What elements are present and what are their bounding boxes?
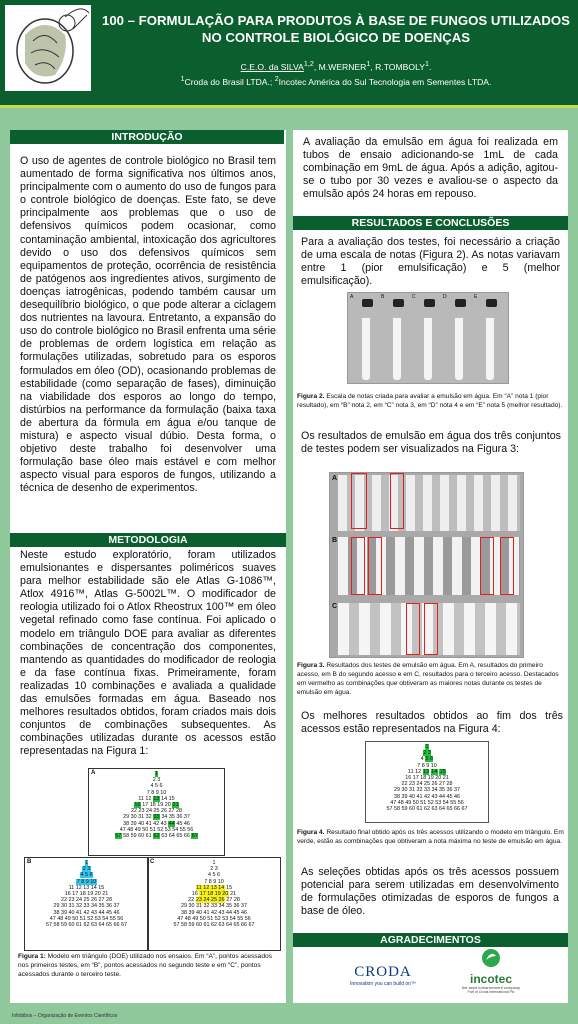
figure2-photo xyxy=(347,292,509,384)
affiliation-2: Incotec América do Sul Tecnologia em Sementes LTDA. xyxy=(278,76,492,87)
triangle-numbers: 1 2 3 4 5 6 7 8 9 10 11 12 13 14 15 16 17 18 19 20 21 22 23 24 25 26 27 28 29 30 31 32 33 34 35 36 37 38 39 40 41 42 43 44 45 46 47 48 49 50 51 52 53 54 55 56 57 58 59 60 61 62 63 64 65 66 67 xyxy=(386,744,468,813)
croda-wordmark: CRODA xyxy=(354,964,412,980)
tube-cap xyxy=(362,299,373,307)
affiliation-line xyxy=(98,73,574,88)
poster-header xyxy=(0,0,578,108)
fig3-caption-label: Figura 3. xyxy=(297,662,325,669)
footer-credit: Infobibos – Organização de Eventos Científicos xyxy=(12,1013,118,1019)
authors-block xyxy=(98,58,574,88)
highlight-box xyxy=(500,537,514,595)
author-sup: 1,2 xyxy=(303,60,314,68)
fig2-letter-c: C xyxy=(412,294,416,300)
highlight-box xyxy=(368,537,382,595)
fig4-caption-text: Resultado final obtido após os três acessos utilizando o modelo em triângulo. Em verde, estão as combinações que obtiveram a nota máxima no teste de emulsão em água. xyxy=(297,829,564,845)
fig2-caption-text: Escala de notas criada para avaliar a emulsão em água. Em “A” nota 1 (pior resultado), em “B” nota 2, em “C” nota 3, em “D” nota 4 e em “E” nota 5 (melhor resultado). xyxy=(297,393,563,409)
tube xyxy=(485,317,495,381)
intro-heading: INTRODUÇÃO xyxy=(10,130,284,144)
left-column xyxy=(10,130,286,1003)
fig2-caption-label: Figura 2. xyxy=(297,393,325,400)
fungus-illustration-icon xyxy=(5,5,91,91)
fig2-letter-e: E xyxy=(474,294,478,300)
fig1-label-a: A xyxy=(91,770,96,776)
highlight-box xyxy=(480,537,494,595)
figure4-caption xyxy=(297,828,564,846)
author-sup: 1 xyxy=(424,60,429,68)
fig3-label-a: A xyxy=(332,475,338,482)
fig3-label-b: B xyxy=(332,537,338,544)
fig1-caption-text: Modelo em triângulo (DOE) utilizado nos ensaios. Em “A”, pontos acessados nos primeiros testes, em “B”, pontos acessados no segundo teste e em “C”, pontos acessados durante o terceiro teste. xyxy=(18,953,272,978)
fig3-label-c: C xyxy=(332,603,338,610)
author-name: , M.WERNER xyxy=(313,61,367,72)
highlight-box xyxy=(424,603,438,655)
tube-cap xyxy=(486,299,497,307)
resultados-heading: RESULTADOS E CONCLUSÕES xyxy=(293,216,568,230)
croda-tagline: Innovation you can build on™ xyxy=(350,981,416,987)
figure4-triangle xyxy=(365,741,489,823)
incotec-leaf-icon xyxy=(481,948,501,968)
author-end: . xyxy=(428,61,432,72)
author-name: , R.TOMBOLY xyxy=(370,61,425,72)
figure1-triangle-a xyxy=(88,768,225,856)
figure2-caption xyxy=(297,392,564,410)
tube xyxy=(423,317,433,381)
resultados-p1: Para a avaliação dos testes, foi necessário a criação de uma escala de notas (Figura 2). As notas variavam entre 1 (pior emulsificação) e 5 (melhor emulsificação). xyxy=(301,236,560,288)
agradecimentos-heading: AGRADECIMENTOS xyxy=(293,933,568,947)
title-line-2: NO CONTROLE BIOLÓGICO DE DOENÇAS xyxy=(201,30,471,45)
highlight-box xyxy=(351,537,365,595)
aff-sup: 1 xyxy=(180,74,185,83)
poster-title xyxy=(98,12,574,46)
fig1-label-b: B xyxy=(27,859,32,865)
fig1-label-c: C xyxy=(150,859,155,865)
fig2-letter-a: A xyxy=(350,294,354,300)
incotec-wordmark: incotec xyxy=(469,972,512,986)
author-sup: 1 xyxy=(366,60,371,68)
figure1-caption xyxy=(18,952,282,979)
triangle-numbers: 1 2 3 4 5 6 7 8 9 10 11 12 13 14 15 16 17 18 19 20 21 22 23 24 25 26 27 28 29 30 31 32 33 34 35 36 37 38 39 40 41 42 43 44 45 46 47 48 49 50 51 52 53 54 55 56 57 58 59 60 61 62 63 64 65 66 67 xyxy=(173,860,255,929)
highlight-box xyxy=(351,473,367,529)
incotec-subtagline: Part of Croda International Plc xyxy=(467,990,515,994)
highlight-box xyxy=(406,603,420,655)
fig3-caption-text: Resultados dos testes de emulsão em água. Em A, resultados do primeiro acesso, em B do segundo acesso e em C, resultados para o terceiro acesso. Destacados em vermelho as combinações que obtiveram as maiores notas durante os testes de emulsão em água. xyxy=(297,662,559,696)
incotec-tagline: the seed enhancement company xyxy=(461,985,521,990)
incotec-logo xyxy=(451,948,531,994)
figure1-triangle-b xyxy=(24,857,149,951)
aff-sup: 2 xyxy=(274,74,279,83)
intro-text: O uso de agentes de controle biológico no Brasil tem aumentado de forma significativa nos últimos anos, principalmente com o aumento do uso de fungos para o controle biológico de doenças. Este fato, se deve principalmente aos problemas que o uso de defensivos químicos podem ocasionar, como contaminação ambiental, intoxicação dos agricultores devido o uso dos defensivos químicos sem equipamentos de proteção, ocorrência de resistência de patógenos aos ingredientes ativos, surgimento de doenças iatrogênicas, podendo também causar um desequilíbrio biológico, o que pode alterar a ciclagem dos nutrientes na lavoura. Entretanto, a expansão do uso do controle biológico no Brasil enfrenta uma série de problemas de ordem logística em relação as formulações utilizadas, sobretudo para os esporos formulados em óleo (OD), ocasionando problemas de estabilidade (como separação de fases), diminuição na viabilidade dos esporos ao longo do tempo, distúrbios na performance da formulação (baixa taxa de abertura da fórmula em água e/ou tanque de mistura) e aspecto visual dúbio. Desta forma, o objetivo deste trabalho foi desenvolver uma formulação base óleo mais estável e com melhor aspecto visual para esporos de fungos, utilizando a técnica de desenho de experimentos. xyxy=(20,155,276,495)
tube xyxy=(361,317,371,381)
highlight-box xyxy=(390,473,404,529)
emulsion-method-text: A avaliação da emulsão em água foi realizada em tubos de ensaio adicionando-se 1mL de cada combinação em 9mL de água. Após a adição, agitou-se o tubo por 30 vezes e avaliou-se o aspecto da emulsão após 24 horas em repouso. xyxy=(303,136,558,201)
tube-cap xyxy=(393,299,404,307)
metodologia-text: Neste estudo exploratório, foram utilizados emulsionantes e dispersantes poliméricos suaves para melhor estabilidade são ele Atlas G-1086™, Atlox 4916™, Atlas G-5002L™. O modificador de reologia utilizado foi o Atlox Rheostrux 100™ em óleo vegetal refinado como fase contínua. Foi aplicado o modelo em triângulo DOE para avaliar as diferentes combinações de concentração dos componentes, mantendo as quantidades do modificador de reologia e da fase contínua fixas. Primeiramente, foram realizadas 10 combinações e avaliada a qualidade das emulsões formadas em água. Baseado nos melhores resultados obtidos, foram criados mais dois conjuntos de combinações subsequentes. As combinações utilizadas durante os acessos estão representadas na Figura 1: xyxy=(20,549,276,758)
metodologia-heading: METODOLOGIA xyxy=(10,533,286,547)
fig2-letter-d: D xyxy=(443,294,447,300)
fig2-letter-b: B xyxy=(381,294,385,300)
title-line-1: 100 – FORMULAÇÃO PARA PRODUTOS À BASE DE FUNGOS UTILIZADOS xyxy=(102,13,570,28)
right-column xyxy=(293,130,568,1003)
resultados-p2: Os resultados de emulsão em água dos três conjuntos de testes podem ser visualizados na Figura 3: xyxy=(301,430,561,456)
event-logo xyxy=(2,2,94,94)
author-presenter: C.E.O. da SILVA xyxy=(240,61,304,72)
affiliation-1: Croda do Brasil LTDA.; xyxy=(184,76,275,87)
fig1-caption-label: Figura 1: xyxy=(18,953,46,960)
resultados-p3: Os melhores resultados obtidos ao fim dos três acessos estão representados na Figura 4: xyxy=(301,710,563,736)
figure1-triangle-c xyxy=(147,857,281,951)
tube xyxy=(392,317,402,381)
croda-logo xyxy=(343,964,423,987)
author-line xyxy=(98,58,574,73)
tube xyxy=(454,317,464,381)
tube-cap xyxy=(424,299,435,307)
triangle-numbers: 1 2 3 4 5 6 7 8 9 10 11 12 13 14 15 16 17 18 19 20 21 22 23 24 25 26 27 28 29 30 31 32 33 34 35 36 37 38 39 40 41 42 43 44 45 46 47 48 49 50 51 52 53 54 55 56 57 58 59 60 61 62 63 64 65 66 67 xyxy=(46,860,127,929)
resultados-p4: As seleções obtidas após os três acessos possuem potencial para serem utilizadas em desenvolvimento de formulações otimizadas de esporos de fungos a base de óleo. xyxy=(301,866,559,918)
fig4-caption-label: Figura 4. xyxy=(297,829,325,836)
triangle-numbers: 1 2 3 4 5 6 7 8 9 10 11 12 13 14 15 16 17 18 19 20 21 22 23 24 25 26 27 28 29 30 31 32 33 34 35 36 37 38 39 40 41 42 43 44 45 46 47 48 49 50 51 52 53 54 55 56 57 58 59 60 61 62 63 64 65 66 67 xyxy=(115,771,198,840)
tube-cap xyxy=(455,299,466,307)
figure3-caption xyxy=(297,661,564,697)
figure3-photo xyxy=(329,472,524,658)
